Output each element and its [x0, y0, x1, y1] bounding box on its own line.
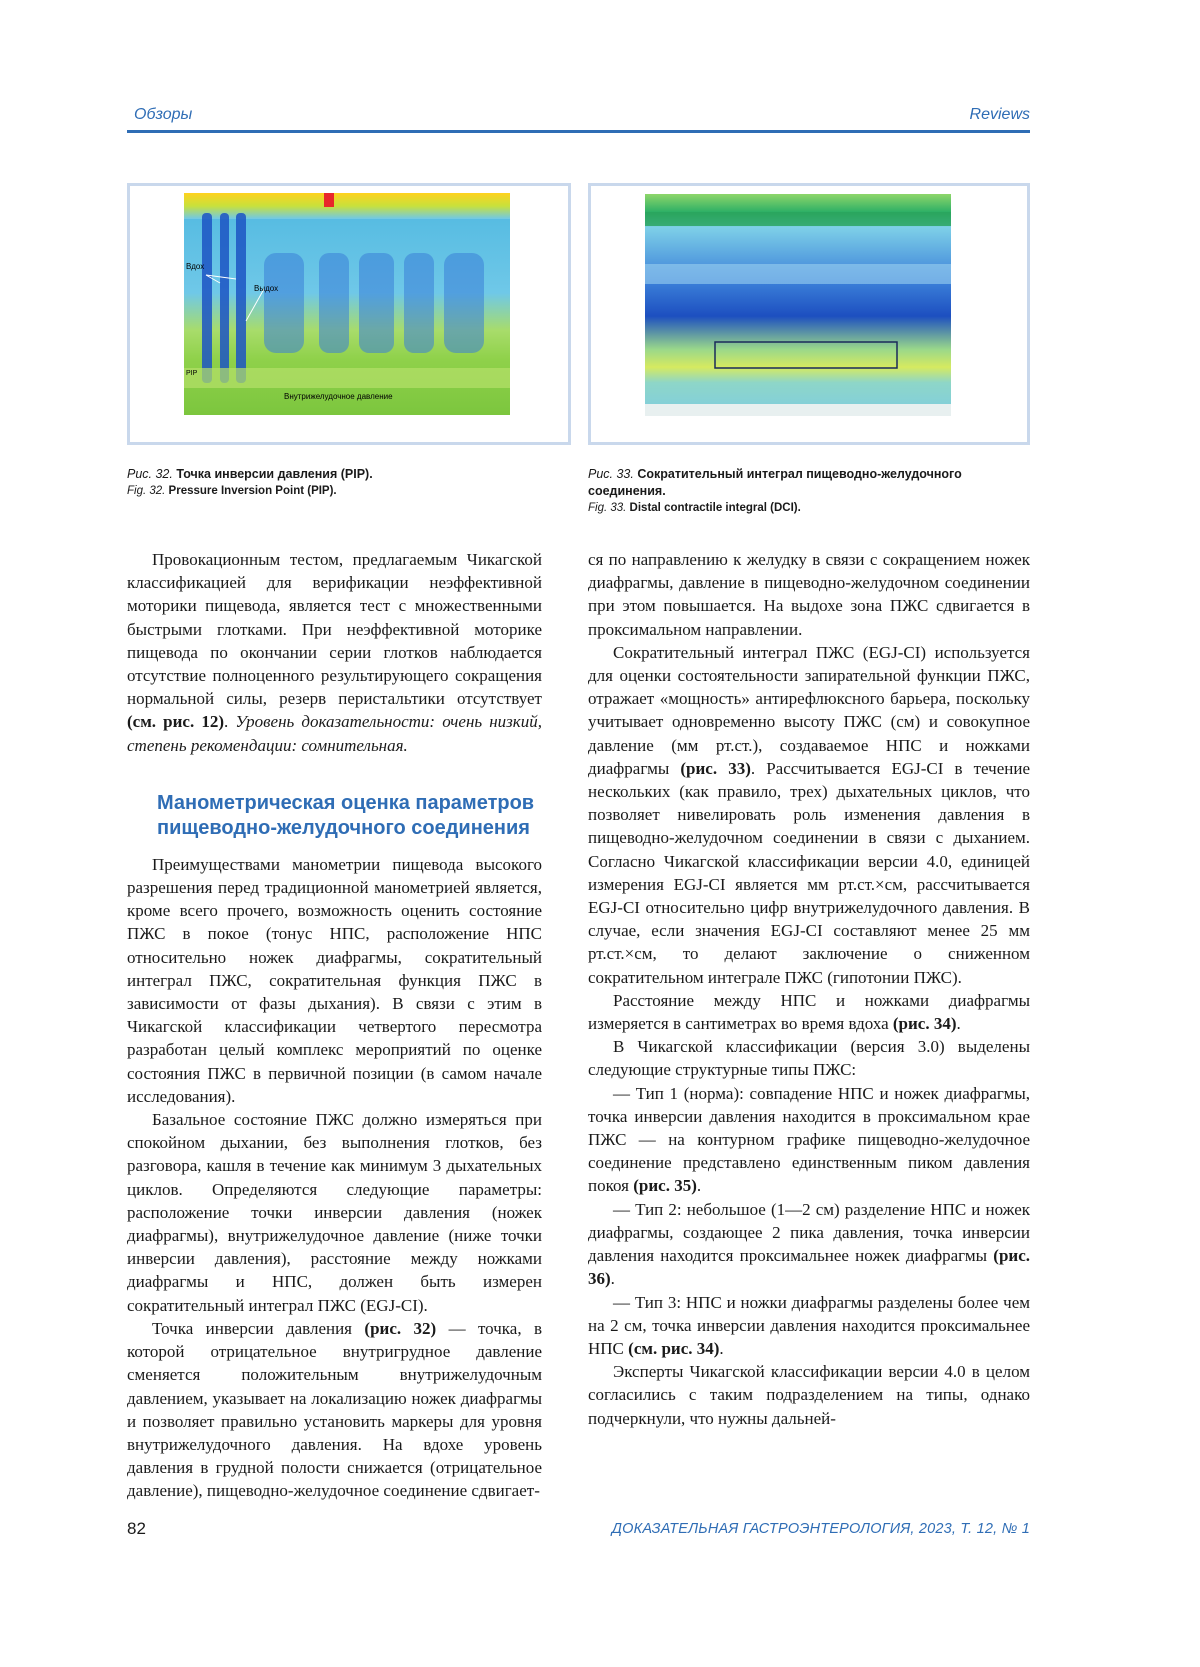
caption-text-en: Distal contractile integral (DCI). — [626, 502, 801, 514]
paragraph: В Чикагской классификации (версия 3.0) выделены следующие структурные типы ПЖС: — [588, 1037, 1030, 1080]
text-column-right — [588, 548, 1030, 1430]
paragraph: Базальное состояние ПЖС должно измеряться при спокойном дыхании, без выполнения глотков, без разговора, кашля в течение как минимум 3 дыхательных циклов. Определяются следующие параметры: расположение точки инверсии давления (ножек диафрагмы), внутрижелудочное давление (ниже точки инверсии давления), расстояние между ножками диафрагмы и НПС, должен быть измерен сократительный интеграл ПЖС (EGJ-CI). — [127, 1110, 542, 1315]
paragraph: Провокационным тестом, предлагаемым Чикагской классификацией для верификации неэффективной моторики пищевода, является тест с множественными быстрыми глотками. При неэффективной моторике пищевода по окончании серии глотков наблюдается отсутствие полноценного результирующего сокращения нормальной силы, резерв перистальтики отсутствует (см. рис. 12). Уровень доказательности: очень низкий, степень рекомендации: сомнительная. — [127, 550, 543, 755]
list-item: — Тип 3: НПС и ножки диафрагмы разделены более чем на 2 см, точка инверсии давления находится проксимальнее НПС (см. рис. 34). — [588, 1292, 1030, 1358]
label-pip: PIP — [186, 370, 198, 377]
figure-33 — [588, 183, 1030, 445]
caption-prefix-en: Fig. 33. — [588, 502, 627, 514]
figure-33-caption — [588, 466, 1028, 517]
caption-prefix: Рис. 33. — [588, 467, 634, 481]
caption-text-en: Pressure Inversion Point (PIP). — [165, 485, 337, 497]
list-item: — Тип 1 (норма): совпадение НПС и ножек диафрагмы, точка инверсии давления находится в проксимальном крае ПЖС — на контурном графике пищеводно-желудочное соединение представлено единственным пиком давления покоя (рис. 35). — [588, 1083, 1030, 1196]
text-column-left — [127, 548, 542, 1503]
paragraph: Преимуществами манометрии пищевода высокого разрешения перед традиционной манометрией является, кроме всего прочего, возможность оценить состояние ПЖС в покое (тонус НПС, расположение НПС относительно ножек диафрагмы, сократительный интеграл ПЖС, сократительная функция ПЖС в зависимости от фазы дыхания). В связи с этим в Чикагской классификации четвертого пересмотра разработан целый комплекс мероприятий по оценке состояния ПЖС в первичной позиции (в самом начале исследования). — [127, 854, 542, 1106]
caption-prefix: Рис. 32. — [127, 467, 173, 481]
figure-32 — [127, 183, 571, 445]
section-heading: Манометрическая оценка параметров пищеводно-желудочного соединения — [157, 791, 535, 839]
paragraph: Точка инверсии давления (рис. 32) — точка, в которой отрицательное внутригрудное давление сменяется положительным внутрижелудочным давлением, указывает на локализацию ножек диафрагмы и позволяет правильно установить маркеры для уровня внутрижелудочного давления. На вдохе уровень давления в грудной полости снижается (отрицательное давление), пищеводно-желудочное соединение сдвигает- — [127, 1318, 542, 1501]
label-pressure: Внутрижелудочное давление — [284, 392, 393, 401]
label-vydoh: Выдох — [254, 284, 279, 293]
caption-text: Сократительный интеграл пищеводно-желудочного соединения. — [588, 467, 962, 498]
label-vdoh: Вдох — [186, 262, 205, 271]
paragraph: ся по направлению к желудку в связи с сокращением ножек диафрагмы, давление в пищеводно-желудочном соединении при этом повышается. На выдохе зона ПЖС сдвигается в проксимальном направлении. — [588, 550, 1030, 639]
figure-33-heatmap — [645, 194, 951, 416]
list-item: — Тип 2: небольшое (1—2 см) разделение НПС и ножек диафрагмы, создающее 2 пика давления, точка инверсии давления находится проксимальнее ножек диафрагмы (рис. 36). — [588, 1199, 1030, 1289]
journal-title: ДОКАЗАТЕЛЬНАЯ ГАСТРОЭНТЕРОЛОГИЯ, 2023, Т. 12, № 1 — [611, 1521, 1030, 1537]
caption-text: Точка инверсии давления (PIP). — [172, 467, 373, 481]
caption-prefix-en: Fig. 32. — [127, 485, 166, 497]
header-section-en: Reviews — [969, 106, 1030, 123]
paragraph: Эксперты Чикагской классификации версии 4.0 в целом согласились с таким подразделением на типы, однако подчеркнули, что нужны дальней- — [588, 1362, 1030, 1428]
paragraph: Сократительный интеграл ПЖС (EGJ-CI) используется для оценки состоятельности запирательной функции ПЖС, отражает «мощность» антирефлюксного барьера, поскольку учитывает одновременно высоту ПЖС (см) и совокупное давление (мм рт.ст.), создаваемое НПС и ножками диафрагмы (рис. 33). Рассчитывается EGJ-CI в течение нескольких (как правило, трех) дыхательных циклов, что позволяет нивелировать роль изменения давления в пищеводно-желудочном соединении в связи с дыханием. Согласно Чикагской классификации версии 4.0, единицей измерения EGJ-CI является мм рт.ст.×см, рассчитывается EGJ-CI относительно цифр внутрижелудочного давления. В случае, если значения EGJ-CI составляют менее 25 мм рт.ст.×см, то делают заключение о сниженном сократительном интеграле ПЖС (гипотонии ПЖС). — [588, 642, 1031, 987]
figure-32-caption — [127, 466, 567, 500]
page-number: 82 — [127, 1519, 146, 1538]
figure-32-heatmap — [184, 193, 510, 415]
paragraph: Расстояние между НПС и ножками диафрагмы измеряется в сантиметрах во время вдоха (рис. 34). — [588, 990, 1030, 1034]
header-rule — [127, 130, 1030, 133]
header-section-ru: Обзоры — [134, 106, 193, 123]
